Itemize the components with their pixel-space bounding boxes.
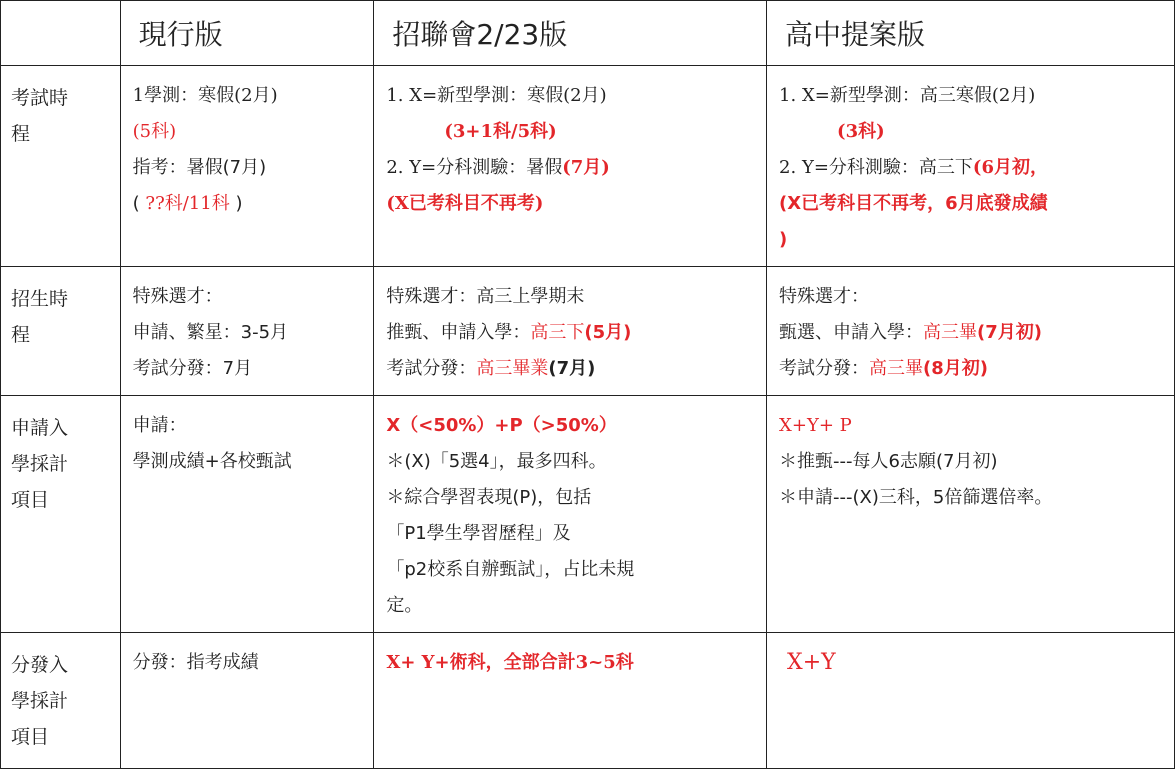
cell-admission-joint: [374, 267, 767, 396]
text-fragment: 考試分發：: [779, 358, 870, 379]
text-fragment: (7月): [562, 157, 610, 178]
text-line: 特殊選才：: [132, 286, 223, 307]
text-line: [133, 186, 362, 222]
row-label-line: 項目: [11, 726, 50, 748]
text-fragment: 甄選、申請入學：: [779, 322, 924, 343]
cell-exam-joint: [374, 66, 767, 267]
text-line: 指考：暑假(7月): [132, 157, 267, 178]
text-line: 申請：: [132, 415, 187, 436]
cell-placement-current: [120, 633, 374, 769]
text-line: (X已考科目不再考): [386, 193, 544, 214]
text-fragment: 2. Y=分科測驗：暑假: [386, 157, 563, 178]
text-line: X（<50%）+P（>50%）: [386, 415, 617, 436]
text-fragment: (7月): [548, 358, 596, 379]
text-fragment: 高三畢: [923, 322, 978, 343]
text-line: 1. X=新型學測：高三寒假(2月): [779, 85, 1036, 106]
row-label-line: 考試時: [11, 87, 69, 109]
text-line: [386, 351, 754, 387]
header-row: [1, 1, 1175, 66]
text-fragment: ): [235, 193, 243, 214]
row-label-line: 分發入: [11, 654, 69, 676]
text-line: [386, 150, 754, 186]
text-line: ＊(X)「5選4」，最多四科。: [386, 451, 607, 472]
cell-application-joint: [374, 396, 767, 633]
text-line: (X已考科目不再考，6月底發成績: [779, 193, 1048, 214]
row-application-items: [1, 396, 1175, 633]
text-fragment: 高三畢: [869, 358, 924, 379]
text-fragment: (8月初): [923, 358, 989, 379]
row-label-application-items: [1, 396, 121, 633]
text-line: 特殊選才：高三上學期末: [386, 286, 585, 307]
cell-exam-current: [120, 66, 374, 267]
row-label-line: 申請入: [11, 417, 69, 439]
cell-application-current: [120, 396, 374, 633]
text-line: 學測成績+各校甄試: [132, 451, 292, 472]
text-line: 申請、繁星：3-5月: [132, 322, 289, 343]
row-label-placement-items: [1, 633, 121, 769]
header-current-version: 現行版: [120, 1, 374, 66]
cell-application-proposal: [767, 396, 1175, 633]
text-line: 「P1學生學習歷程」及: [386, 523, 571, 544]
text-line: 特殊選才：: [779, 286, 870, 307]
header-joint-committee-version: 招聯會2/23版: [374, 1, 767, 66]
text-line: 1學測：寒假(2月): [132, 85, 278, 106]
text-line: 「p2校系自辦甄試」，占比未規: [386, 559, 635, 580]
text-fragment: 高三下: [530, 322, 585, 343]
text-line: 定。: [386, 595, 423, 616]
cell-admission-current: [120, 267, 374, 396]
row-label-line: 學採計: [11, 453, 69, 475]
text-line: ＊申請---(X)三科，5倍篩選倍率。: [779, 487, 1053, 508]
text-line: [386, 315, 754, 351]
text-line: ＊綜合學習表現(P)，包括: [386, 487, 592, 508]
text-fragment: (: [132, 193, 140, 214]
text-line: X+ Y+術科，全部合計3~5科: [386, 652, 634, 673]
text-line: 考試分發：7月: [132, 358, 253, 379]
row-label-admission-schedule: [1, 267, 121, 396]
text-line: [779, 315, 1162, 351]
text-fragment: (6月初，: [972, 157, 1048, 178]
row-label-line: 項目: [11, 489, 50, 511]
header-corner-cell: [1, 1, 121, 66]
text-fragment: 高三畢業: [476, 358, 549, 379]
text-line: 分發：指考成績: [132, 652, 259, 673]
text-fragment: (7月初): [977, 322, 1043, 343]
text-fragment: (5月): [584, 322, 632, 343]
row-label-exam-schedule: [1, 66, 121, 267]
row-admission-schedule: [1, 267, 1175, 396]
text-line: X+Y+ P: [779, 415, 852, 436]
text-line: [779, 150, 1162, 186]
text-line: (3科): [837, 121, 885, 142]
text-fragment: 推甄、申請入學：: [386, 322, 531, 343]
text-fragment: ??科/11科: [145, 193, 230, 214]
text-fragment: 2. Y=分科測驗：高三下: [779, 157, 973, 178]
cell-placement-joint: [374, 633, 767, 769]
row-placement-items: [1, 633, 1175, 769]
cell-placement-proposal: [767, 633, 1175, 769]
text-line: (3+1科/5科): [444, 121, 557, 142]
row-label-line: 學採計: [11, 690, 69, 712]
text-line: 1. X=新型學測：寒假(2月): [386, 85, 607, 106]
cell-exam-proposal: [767, 66, 1175, 267]
row-exam-schedule: [1, 66, 1175, 267]
text-line: ＊推甄---每人6志願(7月初): [779, 451, 998, 472]
header-high-school-proposal: 高中提案版: [767, 1, 1175, 66]
text-line: ): [779, 229, 788, 250]
row-label-line: 程: [11, 324, 31, 346]
text-line: [779, 351, 1162, 387]
cell-admission-proposal: [767, 267, 1175, 396]
row-label-line: 程: [11, 123, 31, 145]
text-fragment: 考試分發：: [386, 358, 477, 379]
text-line: (5科): [132, 121, 177, 142]
row-label-line: 招生時: [11, 288, 69, 310]
text-line: X+Y: [787, 650, 836, 675]
